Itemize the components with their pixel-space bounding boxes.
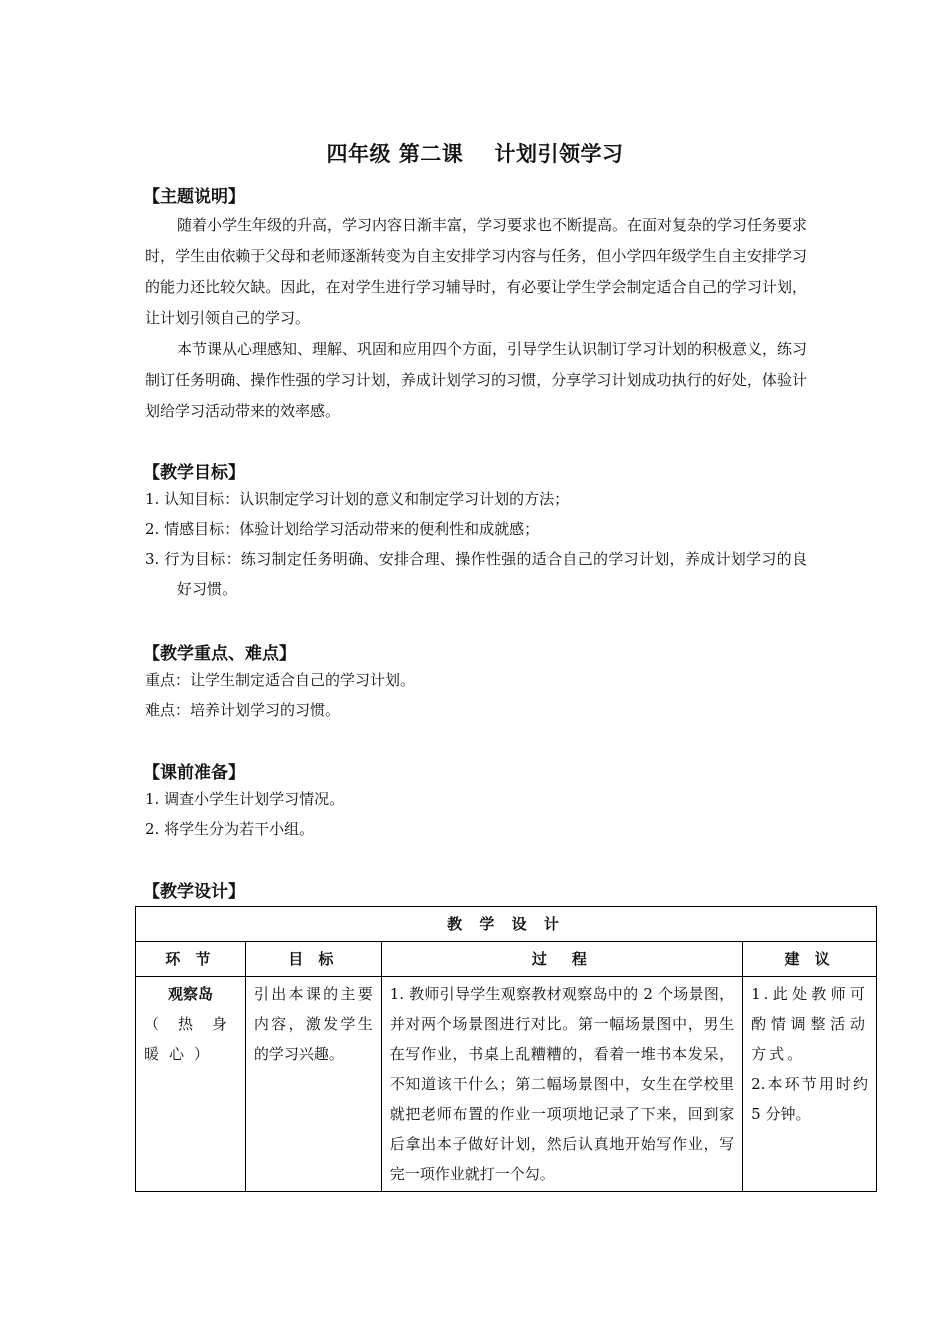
teaching-design-table: [135, 906, 877, 1192]
goal-item-1: 1. 认知目标：认识制定学习计划的意义和制定学习计划的方法；: [145, 490, 570, 508]
prep-heading: 【课前准备】: [143, 763, 245, 783]
stage-cell: [136, 977, 246, 1192]
header-process: 过 程: [381, 942, 742, 977]
header-stage: 环 节: [136, 942, 246, 977]
theme-paragraph-2: 本节课从心理感知、理解、巩固和应用四个方面，引导学生认识制订学习计划的积极意义，练习制订任务明确、操作性强的学习计划，养成计划学习的习惯，分享学习计划成功执行的好处，体验计划给学习活动带来的效率感。: [145, 340, 808, 420]
keypoint-item-2: 难点：培养计划学习的习惯。: [145, 701, 341, 719]
prep-item-2: 2. 将学生分为若干小组。: [145, 820, 315, 838]
advice-cell: [743, 977, 877, 1192]
keypoint-item-1: 重点：让学生制定适合自己的学习计划。: [145, 671, 416, 689]
goal-item-2: 2. 情感目标：体验计划给学习活动带来的便利性和成就感；: [145, 520, 540, 538]
goals-heading: 【教学目标】: [143, 463, 245, 483]
keypoints-heading: 【教学重点、难点】: [143, 644, 296, 664]
advice-item-2: 2.本环节用时约 5 分钟。: [751, 1075, 868, 1123]
header-advice: 建 议: [743, 942, 877, 977]
table-caption: 教 学 设 计: [136, 907, 877, 942]
design-heading: 【教学设计】: [143, 882, 245, 902]
table-row: [136, 977, 877, 1192]
stage-name: 观察岛: [167, 985, 213, 1003]
process-cell: 1. 教师引导学生观察教材观察岛中的 2 个场景图，并对两个场景图进行对比。第一幅场景图中，男生在写作业，书桌上乱糟糟的，看着一堆书本发呆，不知道该干什么；第二幅场景图中，女生在学校里就把老师布置的作业一项项地记录了下来，回到家后拿出本子做好计划，然后认真地开始写作业，写完一项作业就打一个勾。: [381, 977, 742, 1192]
table-header-row: [136, 942, 877, 977]
goal-item-3: 3. 行为目标：练习制定任务明确、安排合理、操作性强的适合自己的学习计划，养成计划学习的良好习惯。: [145, 550, 807, 598]
advice-item-1: 1.此处教师可酌情调整活动方式。: [751, 985, 868, 1063]
theme-paragraph-1: 随着小学生年级的升高，学习内容日渐丰富，学习要求也不断提高。在面对复杂的学习任务要求时，学生由依赖于父母和老师逐渐转变为自主安排学习内容与任务，但小学四年级学生自主安排学习的能力还比较欠缺。因此，在对学生进行学习辅导时，有必要让学生学会制定适合自己的学习计划，让计划引领自己的学习。: [145, 216, 808, 327]
table-caption-row: [136, 907, 877, 942]
theme-heading: 【主题说明】: [143, 187, 245, 207]
page-title: 四年级 第二课 计划引领学习: [326, 142, 624, 166]
stage-subtitle: （热身暖心）: [144, 1015, 237, 1063]
goal-cell: 引出本课的主要内容，激发学生的学习兴趣。: [245, 977, 381, 1192]
prep-item-1: 1. 调查小学生计划学习情况。: [145, 790, 345, 808]
header-goal: 目 标: [245, 942, 381, 977]
